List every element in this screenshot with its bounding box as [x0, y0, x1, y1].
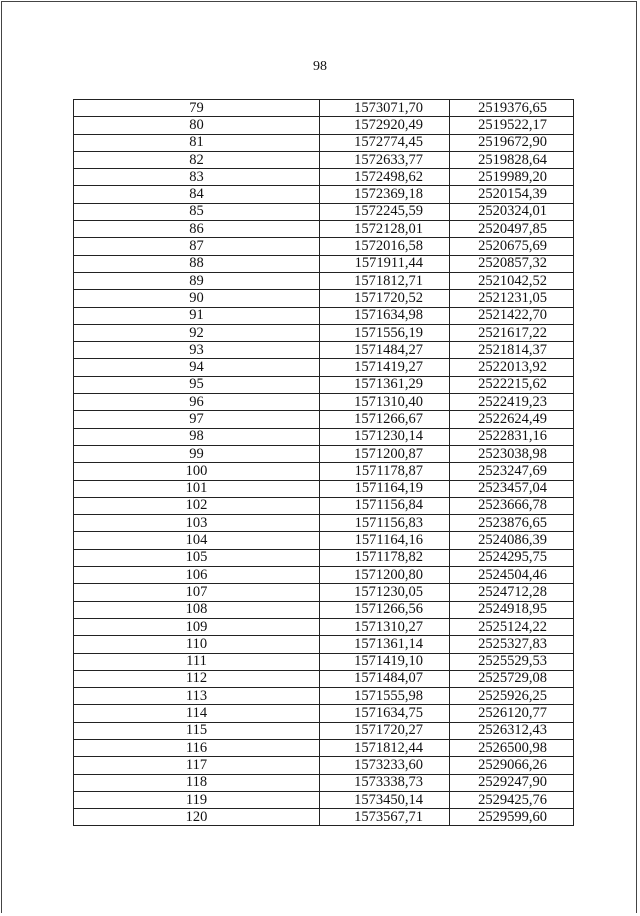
x-coordinate-cell: 1571361,14	[320, 636, 450, 653]
point-number-cell: 83	[74, 169, 320, 186]
x-coordinate-cell: 1571200,87	[320, 445, 450, 462]
point-number-cell: 89	[74, 272, 320, 289]
y-coordinate-cell: 2529066,26	[450, 757, 574, 774]
table-row	[74, 134, 574, 151]
table-row	[74, 705, 574, 722]
x-coordinate-cell: 1571200,80	[320, 567, 450, 584]
page-number: 98	[313, 59, 327, 74]
table-row	[74, 688, 574, 705]
y-coordinate-cell: 2521042,52	[450, 272, 574, 289]
y-coordinate-cell: 2525529,53	[450, 653, 574, 670]
x-coordinate-cell: 1571556,19	[320, 324, 450, 341]
table-row	[74, 324, 574, 341]
y-coordinate-cell: 2519989,20	[450, 169, 574, 186]
point-number-cell: 79	[74, 100, 320, 117]
y-coordinate-cell: 2520324,01	[450, 203, 574, 220]
table-row	[74, 774, 574, 791]
x-coordinate-cell: 1571266,67	[320, 411, 450, 428]
point-number-cell: 119	[74, 791, 320, 808]
y-coordinate-cell: 2524712,28	[450, 584, 574, 601]
table-row	[74, 480, 574, 497]
x-coordinate-cell: 1571178,82	[320, 549, 450, 566]
table-row	[74, 601, 574, 618]
point-number-cell: 107	[74, 584, 320, 601]
table-row	[74, 567, 574, 584]
point-number-cell: 112	[74, 670, 320, 687]
x-coordinate-cell: 1573233,60	[320, 757, 450, 774]
x-coordinate-cell: 1571634,98	[320, 307, 450, 324]
y-coordinate-cell: 2522624,49	[450, 411, 574, 428]
y-coordinate-cell: 2526312,43	[450, 722, 574, 739]
y-coordinate-cell: 2523247,69	[450, 463, 574, 480]
y-coordinate-cell: 2519828,64	[450, 151, 574, 168]
table-row	[74, 428, 574, 445]
point-number-cell: 109	[74, 618, 320, 635]
point-number-cell: 95	[74, 376, 320, 393]
x-coordinate-cell: 1572920,49	[320, 117, 450, 134]
point-number-cell: 81	[74, 134, 320, 151]
point-number-cell: 113	[74, 688, 320, 705]
point-number-cell: 106	[74, 567, 320, 584]
y-coordinate-cell: 2525124,22	[450, 618, 574, 635]
table-row	[74, 497, 574, 514]
point-number-cell: 88	[74, 255, 320, 272]
y-coordinate-cell: 2524086,39	[450, 532, 574, 549]
y-coordinate-cell: 2519376,65	[450, 100, 574, 117]
y-coordinate-cell: 2520675,69	[450, 238, 574, 255]
y-coordinate-cell: 2521231,05	[450, 290, 574, 307]
x-coordinate-cell: 1571484,27	[320, 342, 450, 359]
y-coordinate-cell: 2524295,75	[450, 549, 574, 566]
x-coordinate-cell: 1571230,05	[320, 584, 450, 601]
table-row	[74, 272, 574, 289]
point-number-cell: 99	[74, 445, 320, 462]
point-number-cell: 115	[74, 722, 320, 739]
point-number-cell: 80	[74, 117, 320, 134]
point-number-cell: 117	[74, 757, 320, 774]
table-row	[74, 376, 574, 393]
point-number-cell: 84	[74, 186, 320, 203]
x-coordinate-cell: 1573567,71	[320, 809, 450, 826]
y-coordinate-cell: 2529247,90	[450, 774, 574, 791]
point-number-cell: 101	[74, 480, 320, 497]
y-coordinate-cell: 2521617,22	[450, 324, 574, 341]
table-row	[74, 307, 574, 324]
y-coordinate-cell: 2519672,90	[450, 134, 574, 151]
y-coordinate-cell: 2520497,85	[450, 221, 574, 238]
x-coordinate-cell: 1572016,58	[320, 238, 450, 255]
table-row	[74, 739, 574, 756]
x-coordinate-cell: 1571419,10	[320, 653, 450, 670]
table-row	[74, 532, 574, 549]
point-number-cell: 94	[74, 359, 320, 376]
table-row	[74, 151, 574, 168]
table-row	[74, 100, 574, 117]
coordinates-table-body	[74, 100, 574, 826]
x-coordinate-cell: 1573338,73	[320, 774, 450, 791]
x-coordinate-cell: 1571266,56	[320, 601, 450, 618]
x-coordinate-cell: 1571484,07	[320, 670, 450, 687]
table-row	[74, 584, 574, 601]
x-coordinate-cell: 1571720,52	[320, 290, 450, 307]
y-coordinate-cell: 2523666,78	[450, 497, 574, 514]
table-row	[74, 653, 574, 670]
point-number-cell: 114	[74, 705, 320, 722]
y-coordinate-cell: 2525926,25	[450, 688, 574, 705]
x-coordinate-cell: 1571812,44	[320, 739, 450, 756]
y-coordinate-cell: 2529599,60	[450, 809, 574, 826]
y-coordinate-cell: 2525327,83	[450, 636, 574, 653]
x-coordinate-cell: 1571555,98	[320, 688, 450, 705]
x-coordinate-cell: 1572128,01	[320, 221, 450, 238]
x-coordinate-cell: 1571419,27	[320, 359, 450, 376]
point-number-cell: 93	[74, 342, 320, 359]
x-coordinate-cell: 1571911,44	[320, 255, 450, 272]
table-row	[74, 186, 574, 203]
x-coordinate-cell: 1571310,27	[320, 618, 450, 635]
point-number-cell: 87	[74, 238, 320, 255]
y-coordinate-cell: 2522831,16	[450, 428, 574, 445]
point-number-cell: 118	[74, 774, 320, 791]
point-number-cell: 97	[74, 411, 320, 428]
table-row	[74, 722, 574, 739]
y-coordinate-cell: 2523876,65	[450, 515, 574, 532]
x-coordinate-cell: 1573450,14	[320, 791, 450, 808]
point-number-cell: 85	[74, 203, 320, 220]
point-number-cell: 90	[74, 290, 320, 307]
x-coordinate-cell: 1572774,45	[320, 134, 450, 151]
y-coordinate-cell: 2522215,62	[450, 376, 574, 393]
point-number-cell: 103	[74, 515, 320, 532]
x-coordinate-cell: 1571230,14	[320, 428, 450, 445]
y-coordinate-cell: 2522419,23	[450, 394, 574, 411]
table-row	[74, 445, 574, 462]
point-number-cell: 105	[74, 549, 320, 566]
point-number-cell: 102	[74, 497, 320, 514]
table-row	[74, 255, 574, 272]
x-coordinate-cell: 1572498,62	[320, 169, 450, 186]
x-coordinate-cell: 1571361,29	[320, 376, 450, 393]
x-coordinate-cell: 1571164,19	[320, 480, 450, 497]
y-coordinate-cell: 2522013,92	[450, 359, 574, 376]
table-row	[74, 670, 574, 687]
y-coordinate-cell: 2526500,98	[450, 739, 574, 756]
y-coordinate-cell: 2524918,95	[450, 601, 574, 618]
y-coordinate-cell: 2525729,08	[450, 670, 574, 687]
table-row	[74, 636, 574, 653]
coordinates-table	[73, 99, 574, 826]
x-coordinate-cell: 1571164,16	[320, 532, 450, 549]
table-row	[74, 169, 574, 186]
table-row	[74, 549, 574, 566]
table-row	[74, 394, 574, 411]
point-number-cell: 111	[74, 653, 320, 670]
point-number-cell: 98	[74, 428, 320, 445]
x-coordinate-cell: 1572245,59	[320, 203, 450, 220]
y-coordinate-cell: 2526120,77	[450, 705, 574, 722]
table-row	[74, 117, 574, 134]
point-number-cell: 100	[74, 463, 320, 480]
table-row	[74, 515, 574, 532]
y-coordinate-cell: 2521814,37	[450, 342, 574, 359]
point-number-cell: 120	[74, 809, 320, 826]
point-number-cell: 86	[74, 221, 320, 238]
point-number-cell: 116	[74, 739, 320, 756]
table-row	[74, 342, 574, 359]
y-coordinate-cell: 2520857,32	[450, 255, 574, 272]
y-coordinate-cell: 2521422,70	[450, 307, 574, 324]
y-coordinate-cell: 2520154,39	[450, 186, 574, 203]
x-coordinate-cell: 1572633,77	[320, 151, 450, 168]
point-number-cell: 110	[74, 636, 320, 653]
point-number-cell: 108	[74, 601, 320, 618]
table-row	[74, 290, 574, 307]
table-row	[74, 238, 574, 255]
x-coordinate-cell: 1572369,18	[320, 186, 450, 203]
table-row	[74, 411, 574, 428]
x-coordinate-cell: 1571720,27	[320, 722, 450, 739]
table-row	[74, 809, 574, 826]
table-row	[74, 203, 574, 220]
point-number-cell: 91	[74, 307, 320, 324]
table-row	[74, 791, 574, 808]
point-number-cell: 96	[74, 394, 320, 411]
x-coordinate-cell: 1571310,40	[320, 394, 450, 411]
table-row	[74, 463, 574, 480]
x-coordinate-cell: 1571634,75	[320, 705, 450, 722]
x-coordinate-cell: 1571156,83	[320, 515, 450, 532]
point-number-cell: 104	[74, 532, 320, 549]
point-number-cell: 92	[74, 324, 320, 341]
point-number-cell: 82	[74, 151, 320, 168]
table-row	[74, 359, 574, 376]
y-coordinate-cell: 2523038,98	[450, 445, 574, 462]
y-coordinate-cell: 2529425,76	[450, 791, 574, 808]
x-coordinate-cell: 1573071,70	[320, 100, 450, 117]
table-row	[74, 221, 574, 238]
x-coordinate-cell: 1571812,71	[320, 272, 450, 289]
y-coordinate-cell: 2519522,17	[450, 117, 574, 134]
y-coordinate-cell: 2523457,04	[450, 480, 574, 497]
table-row	[74, 757, 574, 774]
y-coordinate-cell: 2524504,46	[450, 567, 574, 584]
table-row	[74, 618, 574, 635]
x-coordinate-cell: 1571178,87	[320, 463, 450, 480]
x-coordinate-cell: 1571156,84	[320, 497, 450, 514]
